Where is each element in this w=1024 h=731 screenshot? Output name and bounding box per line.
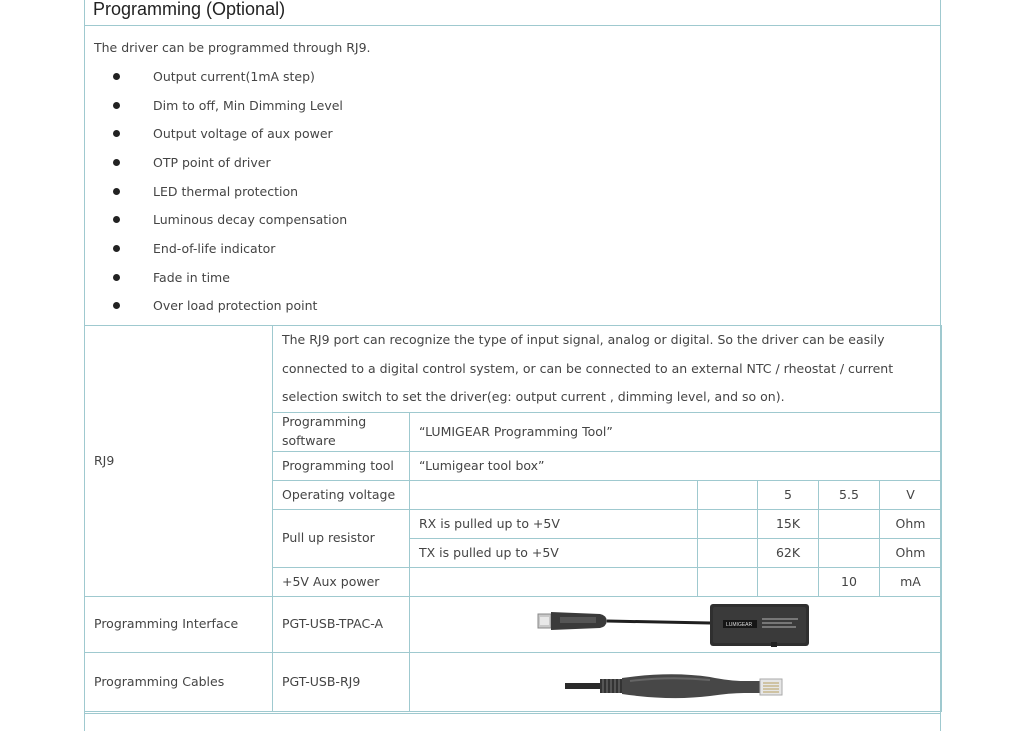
interface-part: PGT-USB-TPAC-A: [273, 597, 410, 653]
interface-label: Programming Interface: [85, 597, 273, 653]
rx-unit: Ohm: [880, 510, 942, 539]
feature-list: [113, 62, 347, 320]
bullet-icon: [113, 102, 120, 109]
section-header: [84, 0, 941, 26]
voltage-typ: 5: [758, 481, 819, 510]
table-row: [85, 597, 942, 653]
list-item: End-of-life indicator: [113, 234, 347, 263]
cables-label: Programming Cables: [85, 653, 273, 712]
device-brand-text: LUMIGEAR: [726, 621, 753, 628]
rj9-cable-image: [410, 653, 942, 711]
rj9-label: RJ9: [85, 326, 273, 597]
table-row: [85, 326, 942, 413]
list-item: Output current(1mA step): [113, 62, 347, 91]
cables-part: PGT-USB-RJ9: [273, 653, 410, 712]
bullet-icon: [113, 159, 120, 166]
software-label: Programming software: [273, 413, 410, 452]
bullet-icon: [113, 188, 120, 195]
list-item: Fade in time: [113, 263, 347, 292]
voltage-max: 5.5: [819, 481, 880, 510]
aux-label: +5V Aux power: [273, 568, 410, 597]
list-item: LED thermal protection: [113, 177, 347, 206]
rj9-description: The RJ9 port can recognize the type of input signal, analog or digital. So the driver can be easily connected to a digital control system, or can be connected to an external NTC / rheostat / current selection switch to set the driver(eg: output current , dimming level, and so on).: [273, 326, 942, 413]
usb-adapter-image: [410, 598, 942, 652]
aux-unit: mA: [880, 568, 942, 597]
intro-text: The driver can be programmed through RJ9.: [94, 40, 371, 55]
bullet-icon: [113, 130, 120, 137]
tx-unit: Ohm: [880, 539, 942, 568]
section-title: Programming (Optional): [93, 0, 286, 19]
cables-image: [410, 653, 942, 712]
list-item: Over load protection point: [113, 292, 347, 321]
interface-image: [410, 597, 942, 653]
table-bottom-border: [84, 713, 941, 714]
tx-label: TX is pulled up to +5V: [410, 539, 698, 568]
tx-value: 62K: [758, 539, 819, 568]
list-item: OTP point of driver: [113, 148, 347, 177]
list-item: Luminous decay compensation: [113, 205, 347, 234]
bullet-icon: [113, 245, 120, 252]
software-value: “LUMIGEAR Programming Tool”: [410, 413, 942, 452]
tool-label: Programming tool: [273, 452, 410, 481]
voltage-label: Operating voltage: [273, 481, 410, 510]
bullet-icon: [113, 274, 120, 281]
voltage-unit: V: [880, 481, 942, 510]
rx-label: RX is pulled up to +5V: [410, 510, 698, 539]
list-item: Output voltage of aux power: [113, 119, 347, 148]
list-item: Dim to off, Min Dimming Level: [113, 91, 347, 120]
table-row: [85, 653, 942, 712]
tool-value: “Lumigear tool box”: [410, 452, 942, 481]
aux-max: 10: [819, 568, 880, 597]
bullet-icon: [113, 302, 120, 309]
pullup-label: Pull up resistor: [273, 510, 410, 568]
bullet-icon: [113, 73, 120, 80]
bullet-icon: [113, 216, 120, 223]
rx-value: 15K: [758, 510, 819, 539]
spec-table: [84, 325, 942, 712]
